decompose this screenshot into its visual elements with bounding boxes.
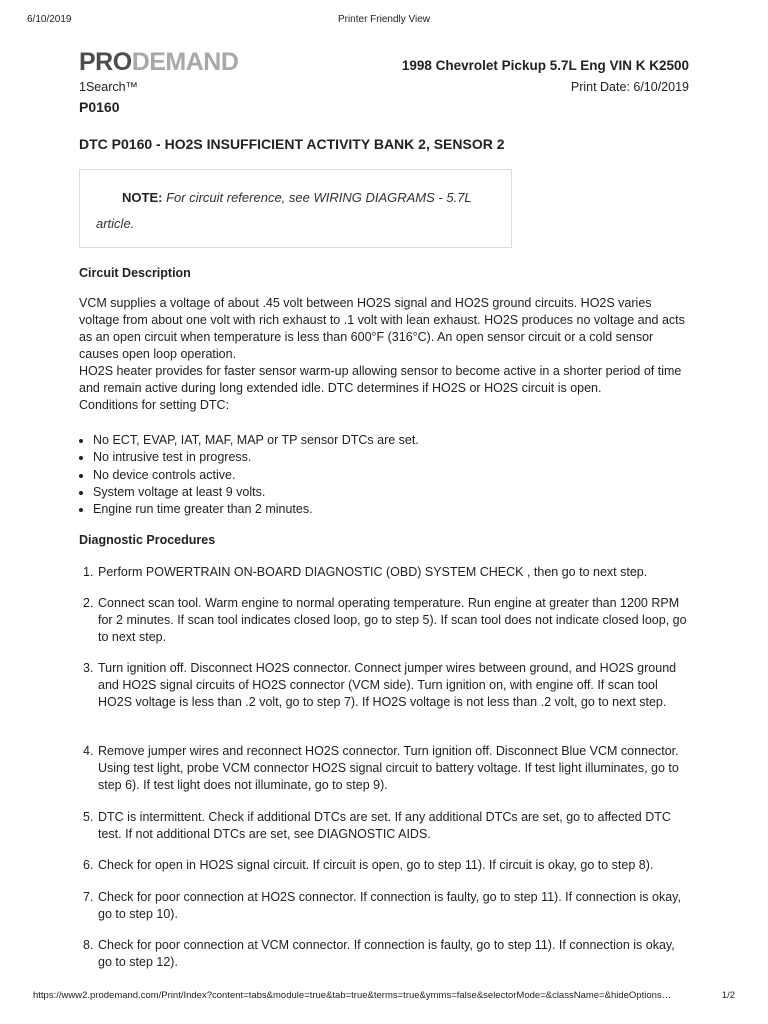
page-url: https://www2.prodemand.com/Print/Index?content=tabs&module=true&tab=true&terms=true&ymms=false&selectorMode=&className=&hideOptions… bbox=[33, 990, 672, 1001]
print-header-title: Printer Friendly View bbox=[337, 14, 431, 25]
step-text: Check for open in HO2S signal circuit. If circuit is open, go to step 11). If circuit is okay, go to step 8). bbox=[98, 858, 654, 872]
condition-item: • No intrusive test in progress. bbox=[93, 449, 703, 466]
step-text: Check for poor connection at HO2S connector. If connection is faulty, go to step 11). If connection is okay, go to step 10). bbox=[98, 890, 681, 921]
diagnostic-step bbox=[79, 743, 689, 794]
print-header-date: 6/10/2019 bbox=[27, 14, 72, 25]
condition-item: • No ECT, EVAP, IAT, MAF, MAP or TP sensor DTCs are set. bbox=[93, 432, 703, 449]
print-header bbox=[0, 14, 768, 28]
diagnostic-step bbox=[79, 660, 689, 711]
step-number: 7. bbox=[83, 890, 94, 904]
conditions-list bbox=[79, 432, 703, 518]
step-text: DTC is intermittent. Check if additional DTCs are set. If any additional DTCs are set, go to affected DTC test. If not additional DTCs are set, see DIAGNOSTIC AIDS. bbox=[98, 810, 671, 841]
vehicle-title: 1998 Chevrolet Pickup 5.7L Eng VIN K K2500 bbox=[401, 58, 689, 73]
step-text: Connect scan tool. Warm engine to normal operating temperature. Run engine at greater than 1200 RPM for 2 minutes. If scan tool indicates closed loop, go to step 5). If scan tool does not indicate closed loop, go to next step. bbox=[98, 596, 687, 644]
step-number: 2. bbox=[83, 596, 94, 610]
step-text: Check for poor connection at VCM connector. If connection is faulty, go to step 11). If connection is okay, go to step 12). bbox=[98, 938, 675, 969]
condition-item: • System voltage at least 9 volts. bbox=[93, 484, 703, 501]
step-number: 4. bbox=[83, 744, 94, 758]
diagnostic-step bbox=[79, 595, 689, 646]
step-number: 1. bbox=[83, 565, 94, 579]
diagnostic-step bbox=[79, 809, 689, 843]
page-number: 1/2 bbox=[721, 990, 735, 1001]
step-number: 3. bbox=[83, 661, 94, 675]
step-number: 5. bbox=[83, 810, 94, 824]
prodemand-logo bbox=[79, 48, 238, 77]
step-number: 8. bbox=[83, 938, 94, 952]
circuit-paragraph: HO2S heater provides for faster sensor warm-up allowing sensor to become active in a shorter period of time and remain active during long extended idle. DTC determines if HO2S or HO2S circuit is open. bbox=[79, 364, 682, 395]
document-title: DTC P0160 - HO2S INSUFFICIENT ACTIVITY BANK 2, SENSOR 2 bbox=[79, 136, 505, 152]
note-text: For circuit reference, see WIRING DIAGRAMS - 5.7L article. bbox=[96, 190, 472, 231]
circuit-paragraph: VCM supplies a voltage of about .45 volt between HO2S signal and HO2S ground circuits. HO2S varies voltage from about one volt with rich exhaust to .1 volt with lean exhaust. HO2S produces no voltage and acts as an open circuit when temperature is less than 600°F (316°C). An open sensor circuit or a cold sensor causes open loop operation. bbox=[79, 296, 685, 361]
step-text: Turn ignition off. Disconnect HO2S connector. Connect jumper wires between ground, and HO2S ground and HO2S signal circuits of HO2S connector (VCM side). Turn ignition on, with engine off. If scan tool HO2S voltage is less than .2 volt, go to step 7). If HO2S voltage is not less than .2 volt, go to next step. bbox=[98, 661, 677, 709]
dtc-code: P0160 bbox=[79, 99, 120, 115]
note-box bbox=[79, 169, 512, 248]
note-label: NOTE: bbox=[122, 190, 163, 205]
condition-item: • No device controls active. bbox=[93, 467, 703, 484]
print-date: Print Date: 6/10/2019 bbox=[570, 80, 689, 94]
search-label: 1Search™ bbox=[79, 80, 139, 94]
step-number: 6. bbox=[83, 858, 94, 872]
diagnostic-step bbox=[79, 564, 689, 581]
diagnostic-step bbox=[79, 889, 689, 923]
circuit-description-text bbox=[79, 295, 689, 414]
circuit-paragraph: Conditions for setting DTC: bbox=[79, 398, 230, 412]
step-text: Perform POWERTRAIN ON-BOARD DIAGNOSTIC (OBD) SYSTEM CHECK , then go to next step. bbox=[98, 565, 648, 579]
condition-item: • Engine run time greater than 2 minutes. bbox=[93, 501, 703, 518]
circuit-description-heading: Circuit Description bbox=[79, 266, 191, 280]
diagnostic-procedures-heading: Diagnostic Procedures bbox=[79, 533, 216, 547]
logo-part-demand: DEMAND bbox=[131, 48, 239, 76]
diagnostic-step bbox=[79, 857, 689, 874]
step-text: Remove jumper wires and reconnect HO2S connector. Turn ignition off. Disconnect Blue VCM connector. Using test light, probe VCM connector HO2S signal circuit to battery voltage. If test light illuminates, go to step 6). If test light does not illuminate, go to step 9). bbox=[98, 744, 679, 792]
logo-part-pro: PRO bbox=[79, 48, 132, 76]
diagnostic-step bbox=[79, 937, 689, 971]
